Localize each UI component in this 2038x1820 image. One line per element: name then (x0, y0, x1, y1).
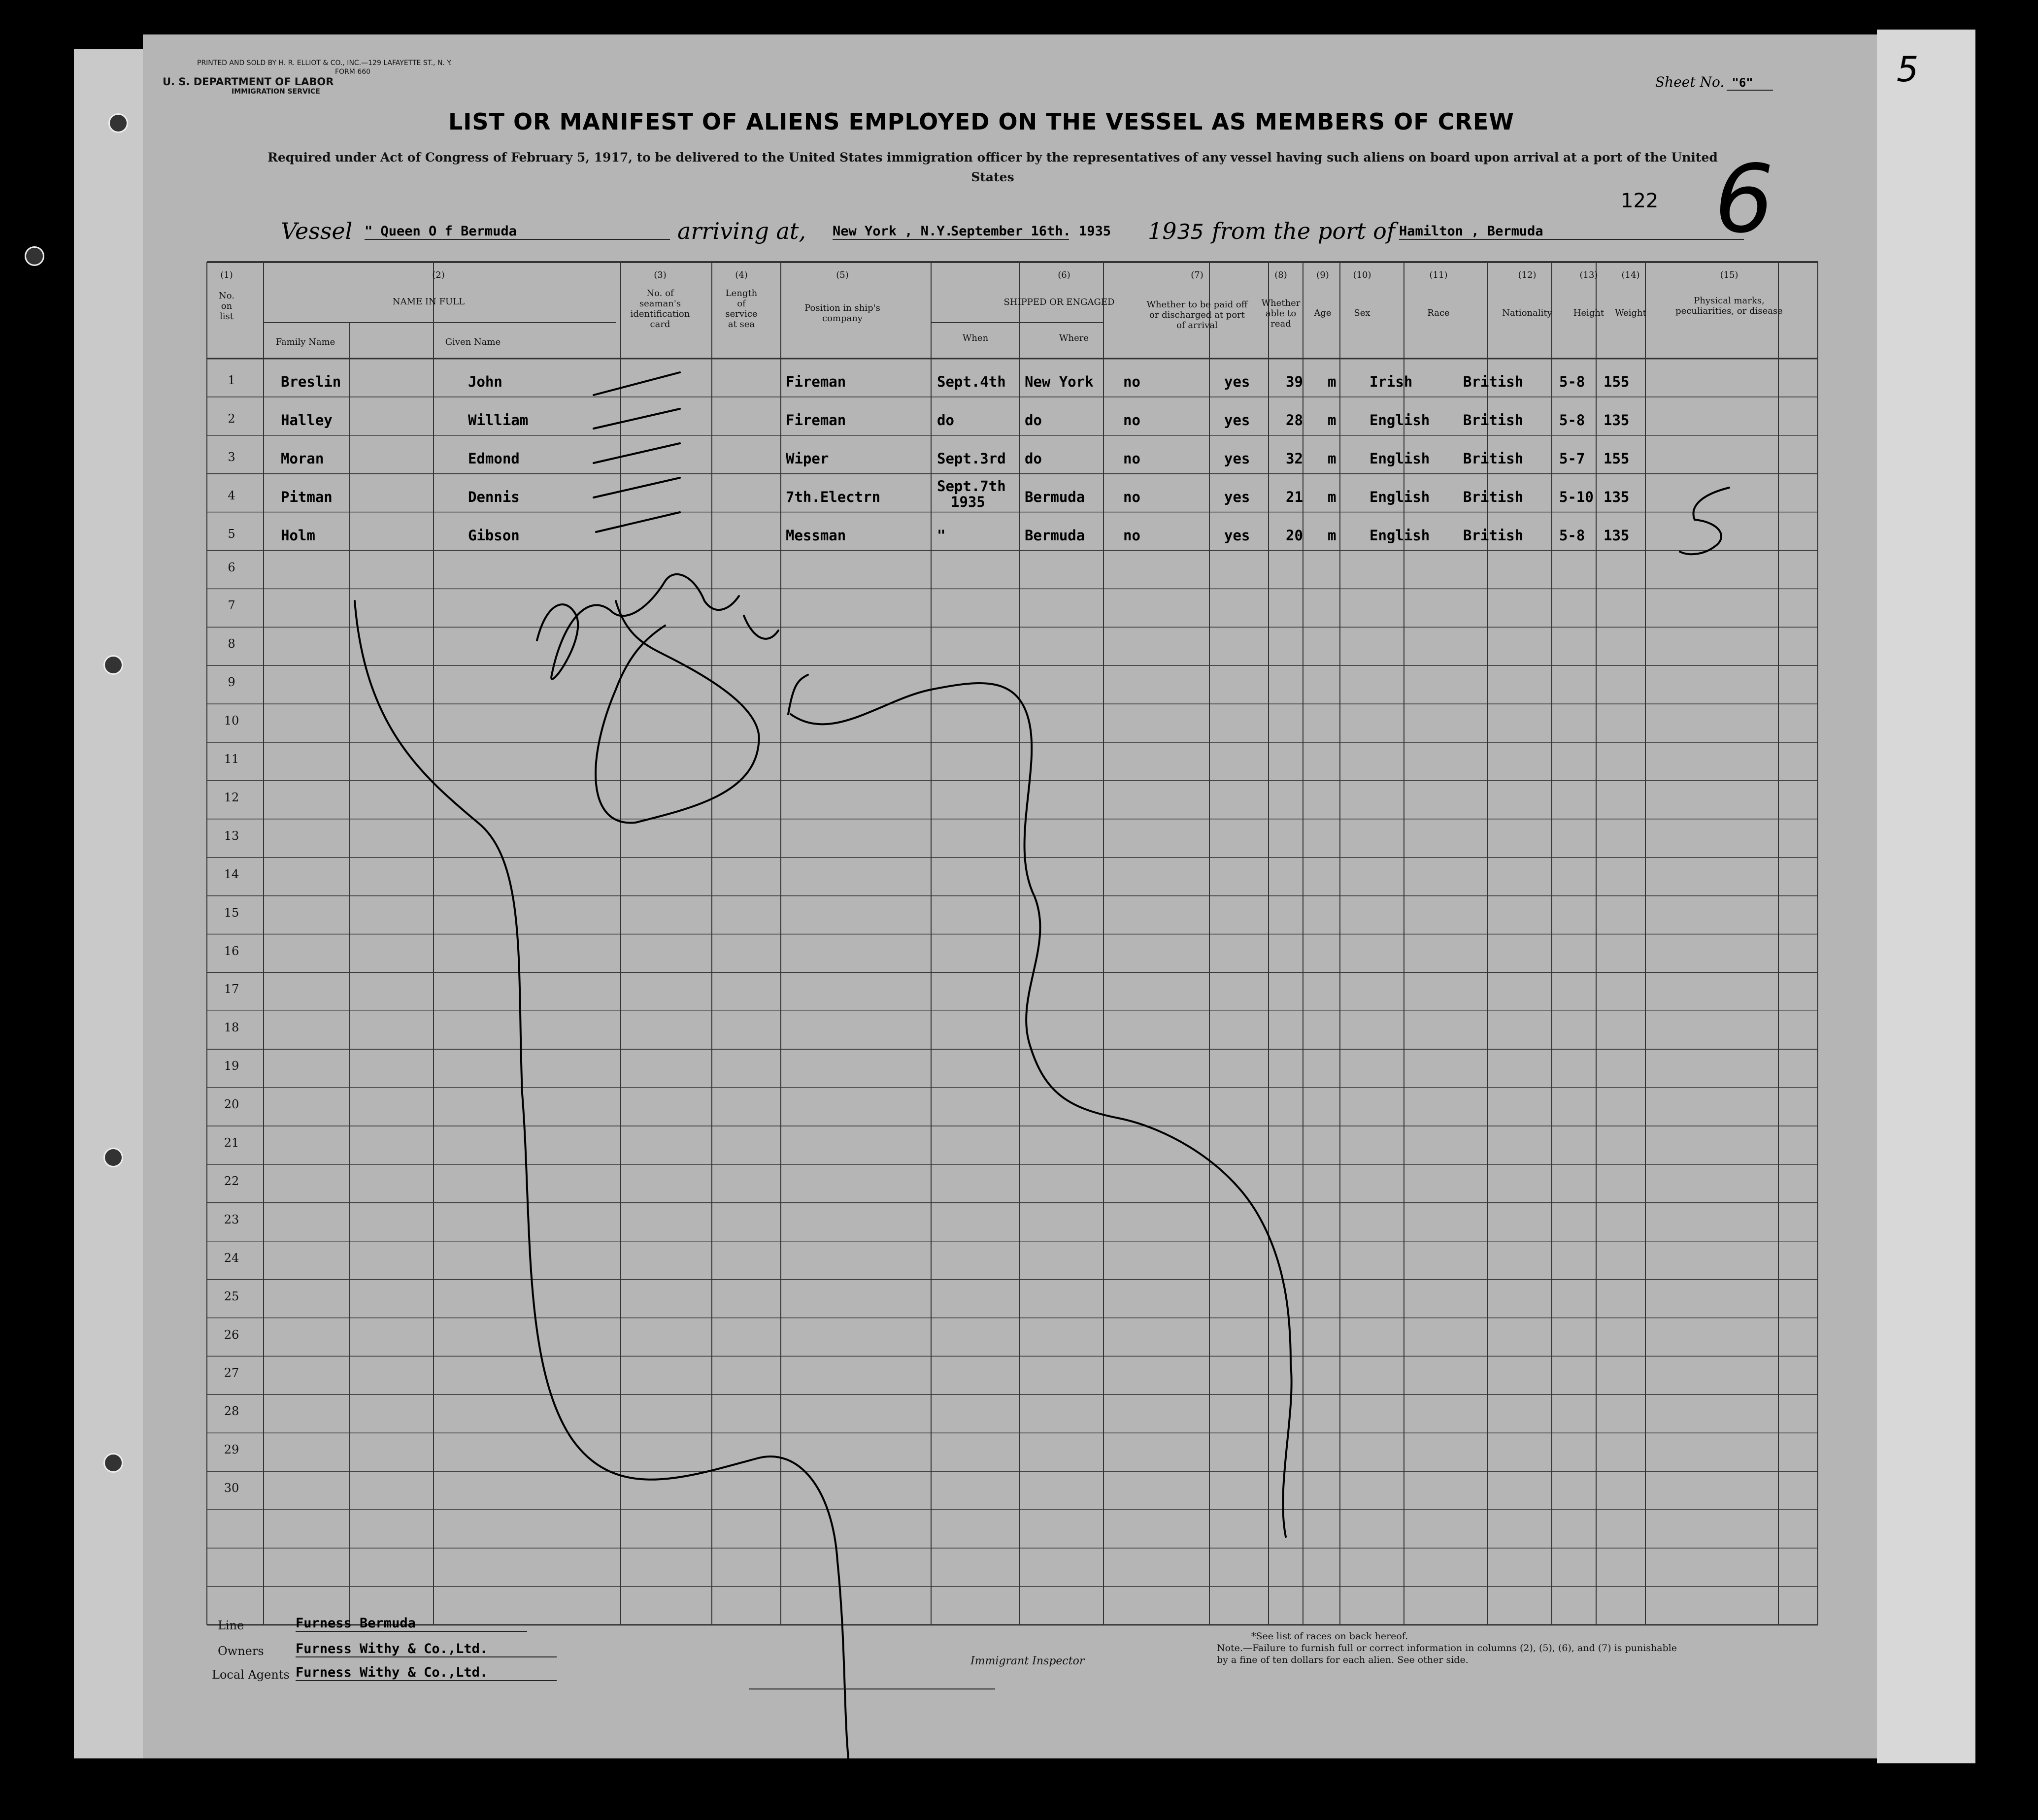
row-number: 24 (224, 1251, 239, 1265)
page-subtitle: Required under Act of Congress of February 5, 1917, to be delivered to the United States immigration officer by the representatives of any vessel having such aliens on board upon arrival at a port of the United States (267, 150, 1718, 184)
handwritten-reference: 122 (1621, 190, 1659, 212)
position: Fireman (786, 411, 846, 429)
row-number: 1 (228, 373, 235, 387)
col7-label: Whether to be paid off or discharged at port of arrival (1146, 299, 1248, 331)
height: 5-8 (1559, 373, 1585, 390)
height: 5-10 (1559, 488, 1594, 505)
age: 39 (1286, 373, 1303, 390)
binder-hole (103, 655, 123, 675)
position: Fireman (786, 373, 846, 390)
position: 7th.Electrn (786, 488, 881, 505)
family-name: Pitman (281, 488, 333, 505)
family-name: Holm (281, 527, 315, 544)
race: English (1370, 450, 1430, 467)
height: 5-7 (1559, 450, 1585, 467)
paid-off: no (1123, 411, 1140, 429)
row-number: 27 (224, 1366, 239, 1380)
binder-hole (103, 1453, 123, 1473)
given-name: Edmond (468, 450, 520, 467)
col6-label: SHIPPED OR ENGAGED (1003, 297, 1115, 307)
sheet-value: "6" (1727, 76, 1772, 91)
col15-label: Physical marks, peculiarities, or disease (1675, 296, 1783, 316)
able-to-read: yes (1224, 373, 1250, 390)
id-card-dash (596, 512, 680, 532)
col6-when-label: When (962, 333, 989, 343)
row-number: 10 (224, 714, 239, 728)
sex: m (1328, 527, 1336, 544)
given-name: Gibson (468, 527, 520, 544)
owners-value: Furness Withy & Co.,Ltd. (296, 1641, 557, 1657)
row-number: 12 (224, 790, 239, 804)
year-handwritten: 35 (1177, 220, 1204, 244)
shipped-when: Sept.4th (937, 373, 1006, 390)
row-number: 26 (224, 1327, 239, 1342)
given-name: Dennis (468, 488, 520, 505)
weight: 135 (1604, 488, 1630, 505)
local-agents-label: Local Agents (212, 1668, 290, 1682)
paid-off: no (1123, 488, 1140, 505)
left-page-edge (74, 49, 143, 1758)
inspector-signature (537, 574, 778, 679)
race: English (1370, 527, 1430, 544)
nationality: British (1463, 373, 1524, 390)
col5-number: (5) (836, 270, 849, 280)
handwritten-curve (788, 675, 1292, 1537)
row-number: 8 (228, 637, 235, 651)
family-name: Moran (281, 450, 324, 467)
row-number: 30 (224, 1481, 239, 1495)
row-number: 20 (224, 1097, 239, 1112)
vessel-name: " Queen O f Bermuda (365, 224, 670, 240)
nationality: British (1463, 488, 1524, 505)
col3-number: (3) (654, 270, 667, 280)
age: 20 (1286, 527, 1303, 544)
col2-number: (2) (432, 270, 445, 280)
col8-label: Whether able to read (1261, 298, 1301, 329)
id-card-dash (594, 478, 680, 497)
right-page-edge (1877, 30, 1975, 1763)
weight: 155 (1604, 373, 1630, 390)
local-agents-value: Furness Withy & Co.,Ltd. (296, 1665, 557, 1681)
line-value: Furness Bermuda (296, 1616, 527, 1632)
col12-number: (12) (1518, 270, 1537, 280)
shipped-where: do (1025, 450, 1042, 467)
age: 21 (1286, 488, 1303, 505)
shipped-year: 1935 (951, 493, 985, 510)
col15-number: (15) (1720, 270, 1738, 280)
weight: 155 (1604, 450, 1630, 467)
sex: m (1328, 411, 1336, 429)
col2-family-name-label: Family Name (275, 337, 335, 347)
shipped-where: Bermuda (1025, 527, 1085, 544)
col3-label: No. of seaman's identification card (630, 288, 690, 330)
row-number: 6 (228, 560, 235, 574)
shipped-where: New York (1025, 373, 1094, 390)
weight: 135 (1604, 527, 1630, 544)
row-number: 7 (228, 598, 235, 613)
row-number: 25 (224, 1289, 239, 1303)
row-number: 21 (224, 1136, 239, 1150)
year-label: 19 (1148, 218, 1177, 244)
inspector-label: Immigrant Inspector (970, 1655, 1085, 1667)
col7-number: (7) (1191, 270, 1203, 280)
height: 5-8 (1559, 411, 1585, 429)
shipped-where: Bermuda (1025, 488, 1085, 505)
col11-number: (11) (1429, 270, 1448, 280)
col1-label: No. on list (219, 291, 234, 322)
col6-number: (6) (1058, 270, 1070, 280)
department-name: U. S. DEPARTMENT OF LABOR (163, 76, 334, 88)
row-number: 23 (224, 1212, 239, 1226)
service-name: IMMIGRATION SERVICE (232, 88, 320, 96)
owners-label: Owners (218, 1644, 264, 1658)
nationality: British (1463, 527, 1524, 544)
col11-label: Race (1427, 308, 1450, 318)
id-card-dash (594, 372, 680, 395)
penalty-note: Note.—Failure to furnish full or correct information in columns (2), (5), (6), and (7) is punishable by a fine of ten dollars for each alien. See other side. (1217, 1643, 1677, 1665)
age: 32 (1286, 450, 1303, 467)
col9-number: (9) (1316, 270, 1329, 280)
col10-label: Sex (1354, 308, 1370, 318)
position: Messman (786, 527, 846, 544)
inspector-signature-line (749, 1688, 995, 1689)
family-name: Breslin (281, 373, 341, 390)
paid-off: no (1123, 527, 1140, 544)
nationality: British (1463, 411, 1524, 429)
able-to-read: yes (1224, 488, 1250, 505)
race: English (1370, 411, 1430, 429)
col4-number: (4) (735, 270, 748, 280)
col6-where-label: Where (1059, 333, 1089, 343)
manifest-sheet (143, 34, 1919, 1758)
binder-hole (103, 1148, 123, 1167)
row-number: 5 (228, 527, 235, 541)
col2-label: NAME IN FULL (392, 297, 465, 307)
binder-hole (108, 113, 128, 133)
id-card-dash (594, 409, 680, 429)
handwritten-five (1680, 488, 1729, 554)
given-name: William (468, 411, 529, 429)
row-number: 11 (224, 752, 239, 766)
shipped-when: " (937, 527, 946, 544)
row-number: 3 (228, 450, 235, 464)
id-card-dash (594, 443, 680, 463)
col2-given-name-label: Given Name (445, 337, 501, 347)
shipped-where: do (1025, 411, 1042, 429)
from-label: from the port of (1212, 218, 1395, 244)
height: 5-8 (1559, 527, 1585, 544)
shipped-when: do (937, 411, 954, 429)
shipped-when: Sept.3rd (937, 450, 1006, 467)
row-number: 15 (224, 905, 239, 920)
able-to-read: yes (1224, 411, 1250, 429)
page-title: LIST OR MANIFEST OF ALIENS EMPLOYED ON THE VESSEL AS MEMBERS OF CREW (448, 108, 1515, 135)
col4-label: Length of service at sea (725, 288, 758, 330)
row-number: 17 (224, 982, 239, 996)
col9-label: Age (1314, 308, 1332, 318)
col10-number: (10) (1353, 270, 1371, 280)
handwriting-overlay (143, 34, 1877, 1758)
binder-hole (25, 246, 44, 266)
weight: 135 (1604, 411, 1630, 429)
row-number: 28 (224, 1404, 239, 1419)
row-number: 22 (224, 1174, 239, 1188)
shipped-when: Sept.7th (937, 477, 1006, 495)
able-to-read: yes (1224, 450, 1250, 467)
sheet-label: Sheet No. (1655, 74, 1725, 90)
paid-off: no (1123, 373, 1140, 390)
row-number: 29 (224, 1443, 239, 1457)
printer-line: PRINTED AND SOLD BY H. R. ELLIOT & CO., INC.—129 LAFAYETTE ST., N. Y. (197, 59, 452, 67)
handwritten-page-number: 6 (1714, 145, 1774, 254)
row-number: 19 (224, 1059, 239, 1073)
footer (143, 1611, 1867, 1749)
nationality: British (1463, 450, 1524, 467)
col12-label: Nationality (1502, 308, 1552, 318)
age: 28 (1286, 411, 1303, 429)
sex: m (1328, 450, 1336, 467)
able-to-read: yes (1224, 527, 1250, 544)
col8-number: (8) (1274, 270, 1287, 280)
col1-number: (1) (220, 270, 233, 280)
col13-label: Height (1573, 308, 1604, 318)
row-number: 2 (228, 411, 235, 426)
vessel-label: Vessel (281, 218, 353, 244)
family-name: Halley (281, 411, 333, 429)
arrival-date: September 16th. 1935 (951, 224, 1111, 239)
arrival-port: New York , N.Y. (833, 224, 1069, 240)
departure-port: Hamilton , Bermuda (1399, 224, 1744, 240)
col14-label: Weight (1615, 308, 1646, 318)
col5-label: Position in ship's company (804, 303, 880, 324)
row-number: 4 (228, 488, 235, 502)
race: Irish (1370, 373, 1413, 390)
sex: m (1328, 373, 1336, 390)
line-label: Line (218, 1619, 244, 1632)
handwritten-curve (355, 601, 852, 1788)
form-number: FORM 660 (335, 68, 371, 76)
race: English (1370, 488, 1430, 505)
row-number: 14 (224, 867, 239, 881)
row-number: 16 (224, 944, 239, 958)
row-number: 18 (224, 1021, 239, 1035)
margin-mark: 5 (1897, 49, 1919, 90)
row-number: 13 (224, 828, 239, 843)
position: Wiper (786, 450, 829, 467)
col13-number: (13) (1579, 270, 1598, 280)
signature-loop (596, 601, 759, 823)
given-name: John (468, 373, 502, 390)
arriving-label: arriving at, (677, 218, 806, 244)
sex: m (1328, 488, 1336, 505)
races-note: *See list of races on back hereof. (1251, 1631, 1408, 1642)
row-number: 9 (228, 675, 235, 690)
col14-number: (14) (1621, 270, 1640, 280)
paid-off: no (1123, 450, 1140, 467)
